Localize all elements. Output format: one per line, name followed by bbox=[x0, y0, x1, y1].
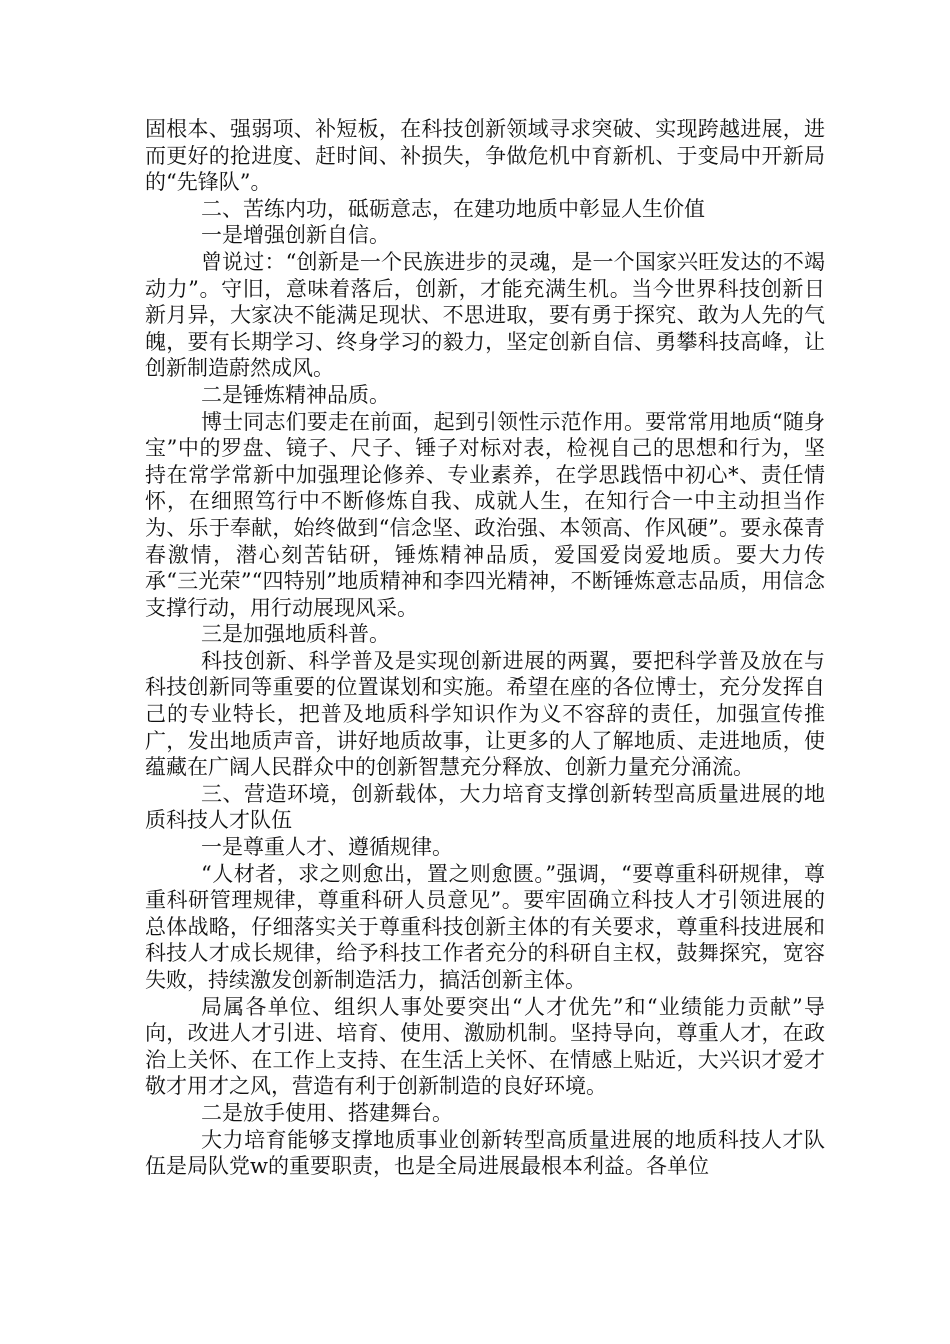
subsection-heading: 三是加强地质科普。 bbox=[201, 622, 390, 647]
subsection-heading: 二是锤炼精神品质。 bbox=[201, 382, 390, 407]
paragraph: 科技创新、科学普及是实现创新进展的两翼，要把科学普及放在与科技创新同等重要的位置谋划和实施。希望在座的各位博士，充分发挥自己的专业特长，把普及地质科学知识作为义不容辞的责任，加强宣传推广，发出地质声音，讲好地质故事，让更多的人了解地质、走进地质，使蕴藏在广阔人民群众中的创新智慧充分释放、创新力量充分涌流。 bbox=[145, 648, 825, 780]
subsection-heading: 二是放手使用、搭建舞台。 bbox=[201, 1100, 453, 1125]
subsection-heading: 一是增强创新自信。 bbox=[201, 223, 390, 248]
section-heading: 三、营造环境，创新载体，大力培育支撑创新转型高质量进展的地质科技人才队伍 bbox=[145, 781, 825, 833]
section-heading: 二、苦练内功，砥砺意志，在建功地质中彰显人生价值 bbox=[201, 196, 705, 221]
document-body bbox=[145, 116, 825, 1180]
paragraph: 局属各单位、组织人事处要突出“人才优先”和“业绩能力贡献”导向，改进人才引进、培育、使用、激励机制。坚持导向，尊重人才，在政治上关怀、在工作上支持、在生活上关怀、在情感上贴近，大兴识才爱才敬才用才之风，营造有利于创新制造的良好环境。 bbox=[145, 994, 825, 1099]
paragraph: 曾说过：“创新是一个民族进步的灵魂，是一个国家兴旺发达的不竭动力”。守旧，意味着落后，创新，才能充满生机。当今世界科技创新日新月异，大家决不能满足现状、不思进取，要有勇于探究、敢为人先的气魄，要有长期学习、终身学习的毅力，坚定创新自信、勇攀科技高峰，让创新制造蔚然成风。 bbox=[145, 249, 825, 381]
paragraph: 固根本、强弱项、补短板，在科技创新领域寻求突破、实现跨越进展，进而更好的抢进度、赶时间、补损失，争做危机中育新机、于变局中开新局的“先锋队”。 bbox=[145, 117, 825, 195]
paragraph: 大力培育能够支撑地质事业创新转型高质量进展的地质科技人才队伍是局队党w的重要职责，也是全局进展最根本利益。各单位 bbox=[145, 1127, 825, 1179]
paragraph: “人材者，求之则愈出，置之则愈匮。”强调，“要尊重科研规律，尊重科研管理规律，尊重科研人员意见”。要牢固确立科技人才引领进展的总体战略，仔细落实关于尊重科技创新主体的有关要求，尊重科技进展和科技人才成长规律，给予科技工作者充分的科研自主权，鼓舞探究，宽容失败，持续激发创新制造活力，搞活创新主体。 bbox=[145, 861, 825, 992]
paragraph: 博士同志们要走在前面，起到引领性示范作用。要常常用地质“随身宝”中的罗盘、镜子、尺子、锤子对标对表，检视自己的思想和行为，坚持在常学常新中加强理论修养、专业素养，在学思践悟中初心*、责任情怀，在细照笃行中不断修炼自我、成就人生，在知行合一中主动担当作为、乐于奉献，始终做到“信念坚、政治强、本领高、作风硬”。要永葆青春激情，潜心刻苦钻研，锤炼精神品质，爱国爱岗爱地质。要大力传承“三光荣”“四特别”地质精神和李四光精神，不断锤炼意志品质，用信念支撑行动，用行动展现风采。 bbox=[145, 409, 825, 620]
subsection-heading: 一是尊重人才、遵循规律。 bbox=[201, 835, 453, 860]
